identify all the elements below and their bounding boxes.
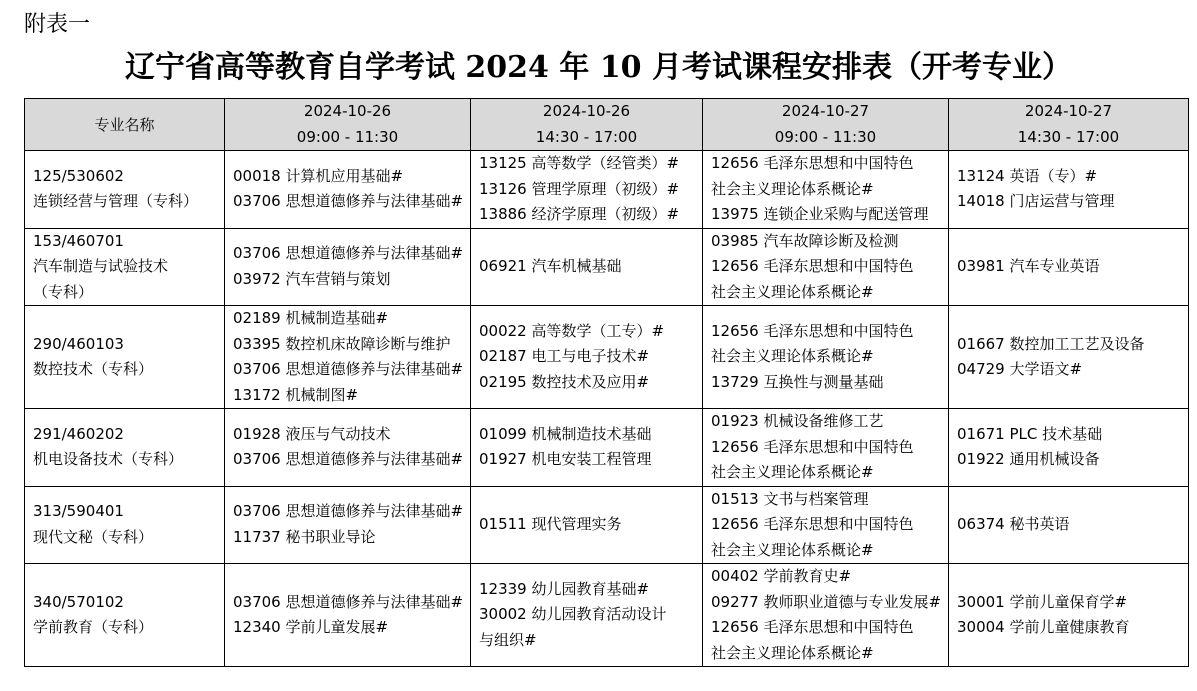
- course-cell: [225, 151, 471, 229]
- course-cell: [949, 151, 1189, 229]
- course-line: 06374 秘书英语: [957, 515, 1070, 533]
- major-cell: [25, 228, 225, 306]
- course-line: 12339 幼儿园教育基础#: [479, 579, 650, 598]
- major-name: 学前教育（专科）: [33, 618, 154, 636]
- major-code: 153/460701: [33, 231, 124, 250]
- course-line: 社会主义理论体系概论#: [711, 463, 874, 481]
- course-line: 01928 液压与气动技术: [233, 424, 391, 443]
- appendix-label: 附表一: [24, 12, 91, 37]
- header-major: 专业名称: [25, 99, 225, 151]
- course-cell: [949, 306, 1189, 409]
- course-line: 13126 管理学原理（初级）#: [479, 179, 680, 198]
- course-line: 03706 思想道德修养与法律基础#: [233, 502, 464, 521]
- course-line: 12656 毛泽东思想和中国特色: [711, 437, 914, 456]
- major-code: 340/570102: [33, 592, 124, 611]
- course-cell: [471, 151, 703, 229]
- course-line: 03985 汽车故障诊断及检测: [711, 231, 899, 250]
- course-cell: [703, 486, 949, 564]
- course-line: 社会主义理论体系概论#: [711, 643, 874, 662]
- course-cell: [949, 228, 1189, 306]
- course-cell: [225, 486, 471, 564]
- course-line: 13125 高等数学（经管类）#: [479, 154, 680, 172]
- header-session-1: [225, 99, 471, 151]
- course-line: 02195 数控技术及应用#: [479, 372, 650, 391]
- course-line: 12656 毛泽东思想和中国特色: [711, 321, 914, 340]
- course-cell: [703, 409, 949, 487]
- course-line: 30001 学前儿童保育学#: [957, 592, 1128, 611]
- major-name: 连锁经营与管理（专科）: [33, 192, 199, 211]
- course-line: 03395 数控机床故障诊断与维护: [233, 334, 451, 353]
- course-line: 13729 互换性与测量基础: [711, 372, 884, 391]
- major-name: 数控技术（专科）: [33, 360, 154, 378]
- course-line: 12656 毛泽东思想和中国特色: [711, 257, 914, 275]
- course-line: 00022 高等数学（工专）#: [479, 321, 665, 340]
- course-line: 01511 现代管理实务: [479, 515, 622, 533]
- table-row: [25, 486, 1189, 564]
- course-line: 社会主义理论体系概论#: [711, 282, 874, 301]
- course-line: 12656 毛泽东思想和中国特色: [711, 515, 914, 533]
- course-line: 12656 毛泽东思想和中国特色: [711, 618, 914, 636]
- major-name: （专科）: [33, 282, 94, 301]
- course-line: 30004 学前儿童健康教育: [957, 618, 1130, 636]
- course-cell: [225, 409, 471, 487]
- course-cell: [949, 409, 1189, 487]
- course-cell: [703, 151, 949, 229]
- major-cell: [25, 151, 225, 229]
- course-line: 03972 汽车营销与策划: [233, 269, 391, 288]
- course-line: 03706 思想道德修养与法律基础#: [233, 450, 464, 469]
- course-cell: [949, 486, 1189, 564]
- course-line: 01923 机械设备维修工艺: [711, 412, 884, 430]
- course-line: 02187 电工与电子技术#: [479, 347, 650, 366]
- course-line: 06921 汽车机械基础: [479, 257, 622, 275]
- course-cell: [225, 306, 471, 409]
- session-time: 09:00 - 11:30: [296, 127, 399, 146]
- session-date: 2024-10-26: [303, 102, 392, 120]
- major-cell: [25, 486, 225, 564]
- major-code: 125/530602: [33, 166, 124, 185]
- header-row: [25, 99, 1189, 151]
- session-time: 09:00 - 11:30: [774, 127, 877, 146]
- session-date: 2024-10-27: [1024, 102, 1113, 120]
- course-cell: [703, 564, 949, 667]
- header-session-4: [949, 99, 1189, 151]
- course-line: 03981 汽车专业英语: [957, 257, 1100, 275]
- header-session-2: [471, 99, 703, 151]
- major-code: 291/460202: [33, 424, 124, 443]
- major-cell: [25, 409, 225, 487]
- table-row: [25, 409, 1189, 487]
- major-code: 290/460103: [33, 334, 124, 353]
- course-line: 30002 幼儿园教育活动设计: [479, 605, 667, 624]
- course-line: 13172 机械制图#: [233, 385, 359, 404]
- course-line: 14018 门店运营与管理: [957, 192, 1115, 211]
- course-cell: [703, 228, 949, 306]
- course-line: 00402 学前教育史#: [711, 567, 852, 585]
- course-line: 03706 思想道德修养与法律基础#: [233, 244, 464, 263]
- course-line: 12656 毛泽东思想和中国特色: [711, 154, 914, 172]
- course-line: 社会主义理论体系概论#: [711, 347, 874, 366]
- course-line: 01927 机电安装工程管理: [479, 450, 652, 469]
- course-line: 04729 大学语文#: [957, 360, 1083, 378]
- major-name: 汽车制造与试验技术: [33, 257, 169, 275]
- course-line: 01099 机械制造技术基础: [479, 424, 652, 443]
- course-line: 12340 学前儿童发展#: [233, 618, 389, 636]
- course-cell: [471, 228, 703, 306]
- course-line: 01513 文书与档案管理: [711, 489, 869, 508]
- page-title: 辽宁省高等教育自学考试 2024 年 10 月考试课程安排表（开考专业）: [124, 50, 1073, 85]
- course-cell: [471, 409, 703, 487]
- course-line: 01922 通用机械设备: [957, 450, 1100, 469]
- course-line: 09277 教师职业道德与专业发展#: [711, 592, 942, 611]
- course-line: 00018 计算机应用基础#: [233, 166, 404, 185]
- course-line: 13975 连锁企业采购与配送管理: [711, 205, 929, 223]
- course-line: 社会主义理论体系概论#: [711, 179, 874, 198]
- course-cell: [471, 306, 703, 409]
- course-cell: [225, 564, 471, 667]
- course-line: 11737 秘书职业导论: [233, 527, 376, 546]
- session-time: 14:30 - 17:00: [1017, 127, 1120, 146]
- course-line: 03706 思想道德修养与法律基础#: [233, 192, 464, 211]
- course-line: 社会主义理论体系概论#: [711, 540, 874, 559]
- session-time: 14:30 - 17:00: [535, 127, 638, 146]
- course-line: 01667 数控加工工艺及设备: [957, 334, 1145, 353]
- course-line: 03706 思想道德修养与法律基础#: [233, 360, 464, 378]
- course-cell: [471, 564, 703, 667]
- course-line: 13124 英语（专）#: [957, 166, 1098, 185]
- session-date: 2024-10-26: [542, 102, 631, 120]
- course-cell: [949, 564, 1189, 667]
- session-date: 2024-10-27: [781, 102, 870, 120]
- major-name: 机电设备技术（专科）: [33, 450, 184, 469]
- course-cell: [225, 228, 471, 306]
- course-line: 与组织#: [479, 630, 537, 649]
- major-code: 313/590401: [33, 502, 124, 521]
- course-line: 01671 PLC 技术基础: [957, 424, 1103, 443]
- course-line: 02189 机械制造基础#: [233, 309, 389, 327]
- course-line: 13886 经济学原理（初级）#: [479, 205, 680, 223]
- major-name: 现代文秘（专科）: [33, 527, 154, 546]
- exam-schedule-table: [24, 98, 1189, 667]
- table-row: [25, 151, 1189, 229]
- course-cell: [471, 486, 703, 564]
- major-cell: [25, 306, 225, 409]
- major-cell: [25, 564, 225, 667]
- table-row: [25, 228, 1189, 306]
- course-line: 03706 思想道德修养与法律基础#: [233, 592, 464, 611]
- header-session-3: [703, 99, 949, 151]
- table-row: [25, 306, 1189, 409]
- course-cell: [703, 306, 949, 409]
- table-row: [25, 564, 1189, 667]
